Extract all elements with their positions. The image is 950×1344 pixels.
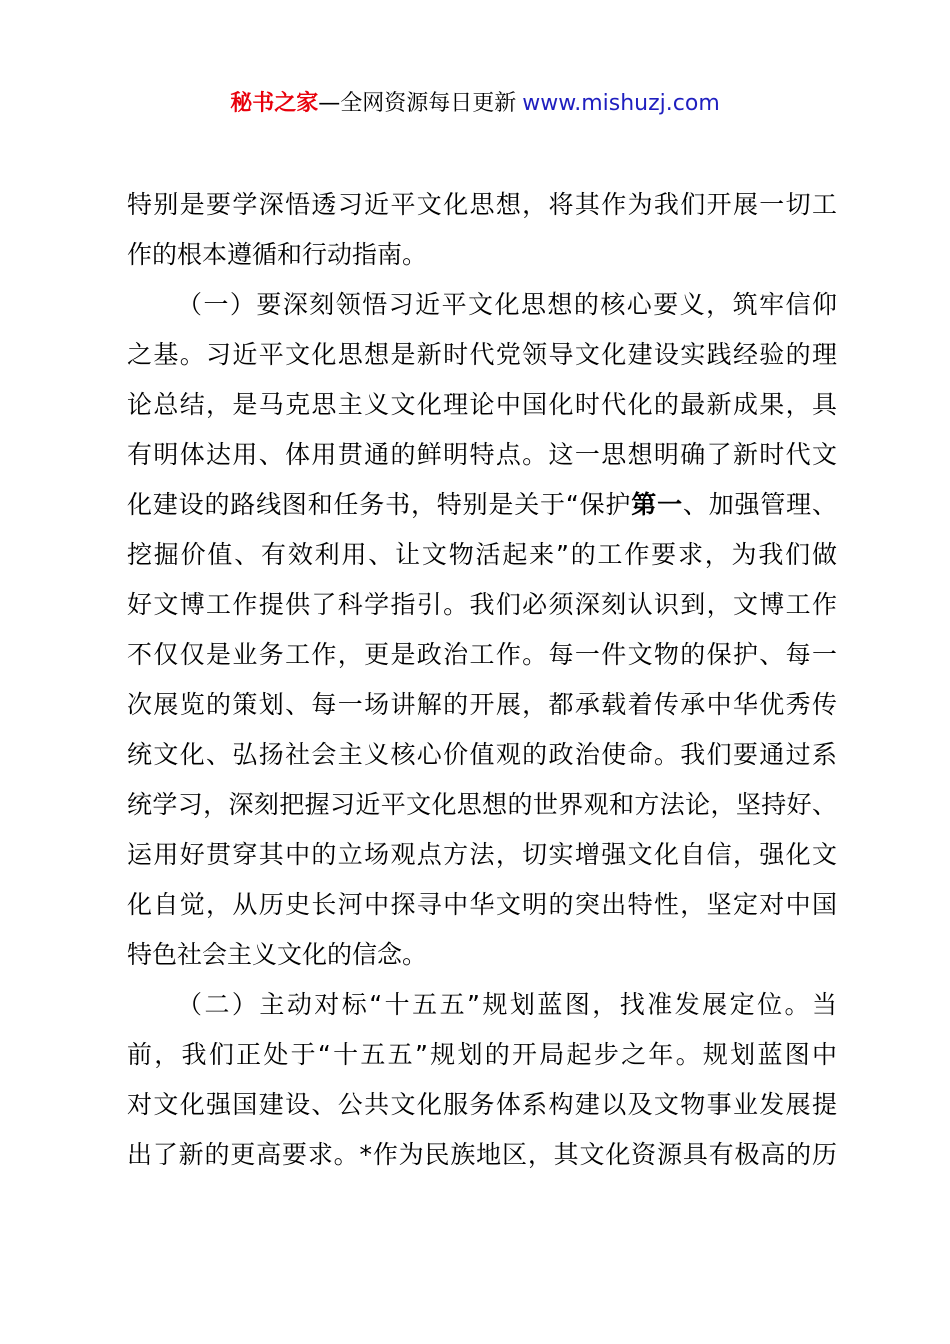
site-url-link[interactable]: www.mishuzj.com — [522, 91, 720, 116]
header-slogan: —全网资源每日更新 — [318, 91, 517, 116]
body-line: 出了新的更高要求。*作为民族地区，其文化资源具有极高的历 — [127, 1140, 837, 1169]
section-heading-line: （一）要深刻领悟习近平文化思想的核心要义，筑牢信仰 — [177, 290, 837, 319]
body-line: 统文化、弘扬社会主义核心价值观的政治使命。我们要通过系 — [127, 740, 837, 769]
body-line: 论总结，是马克思主义文化理论中国化时代化的最新成果，具 — [127, 390, 837, 419]
body-line: 对文化强国建设、公共文化服务体系构建以及文物事业发展提 — [127, 1090, 837, 1119]
document-body — [127, 180, 837, 1180]
brand-name: 秘书之家 — [230, 91, 319, 116]
body-line: 好文博工作提供了科学指引。我们必须深刻认识到，文博工作 — [127, 590, 837, 619]
body-line: 统学习，深刻把握习近平文化思想的世界观和方法论，坚持好、 — [127, 790, 837, 819]
section-heading-line: （二）主动对标“十五五”规划蓝图，找准发展定位。当 — [177, 990, 837, 1019]
body-line: 特色社会主义文化的信念。 — [127, 940, 428, 969]
body-line: 不仅仅是业务工作，更是政治工作。每一件文物的保护、每一 — [127, 640, 837, 669]
body-line: 特别是要学深悟透习近平文化思想，将其作为我们开展一切工 — [127, 190, 837, 219]
body-line: 挖掘价值、有效利用、让文物活起来”的工作要求，为我们做 — [127, 540, 837, 569]
body-line: 前，我们正处于“十五五”规划的开局起步之年。规划蓝图中 — [127, 1040, 837, 1069]
body-line: 化自觉，从历史长河中探寻中华文明的突出特性，坚定对中国 — [127, 890, 837, 919]
body-text: 化建设的路线图和任务书，特别是关于“保护 — [127, 490, 632, 519]
body-line-with-bold — [127, 480, 837, 530]
body-line: 之基。习近平文化思想是新时代党领导文化建设实践经验的理 — [127, 340, 837, 369]
body-line: 运用好贯穿其中的立场观点方法，切实增强文化自信，强化文 — [127, 840, 837, 869]
body-line: 有明体达用、体用贯通的鲜明特点。这一思想明确了新时代文 — [127, 440, 837, 469]
body-text: 、加强管理、 — [682, 490, 837, 519]
body-line: 次展览的策划、每一场讲解的开展，都承载着传承中华优秀传 — [127, 690, 837, 719]
bold-emphasis: 第一 — [631, 490, 683, 519]
body-line: 作的根本遵循和行动指南。 — [127, 240, 428, 269]
site-header — [0, 88, 950, 120]
